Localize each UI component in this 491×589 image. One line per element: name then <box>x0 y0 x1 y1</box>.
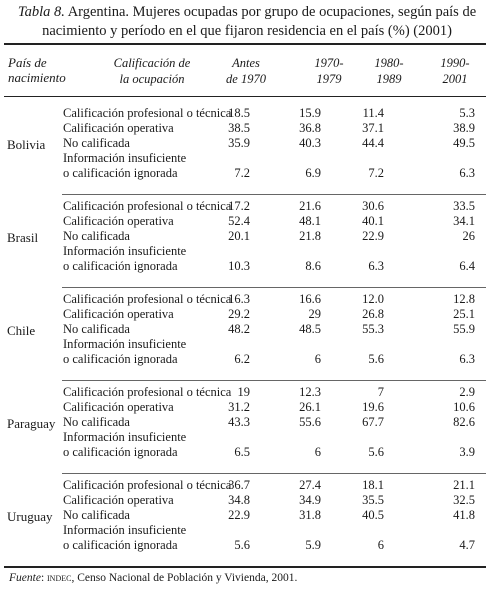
table-cell: 20.1 <box>228 229 250 243</box>
row-label: Calificación profesional o técnica <box>63 199 232 213</box>
row-label: No calificada <box>63 136 130 150</box>
table-cell: 12.8 <box>453 292 475 306</box>
table-cell: 19.6 <box>362 400 384 414</box>
source-label: Fuente <box>9 572 41 584</box>
table-cell: 6.4 <box>459 259 475 273</box>
table-cell: 21.1 <box>453 478 475 492</box>
table-cell: 30.6 <box>362 199 384 213</box>
table-cell: 5.6 <box>234 538 250 552</box>
table-title-text: Argentina. Mujeres ocupadas por grupo de ocupaciones, según país de nacimiento y período en el que fijaron residencia en el país (%) (2001) <box>42 4 477 39</box>
table-cell: 26 <box>462 229 475 243</box>
table-cell: 48.1 <box>299 214 321 228</box>
row-label: Información insuficiente o calificación ignorada <box>63 430 187 459</box>
table-cell: 19 <box>237 385 250 399</box>
row-label: No calificada <box>63 508 130 522</box>
table-cell: 21.6 <box>299 199 321 213</box>
table-cell: 36.8 <box>299 121 321 135</box>
table-cell: 6.3 <box>368 259 384 273</box>
source-text: , Censo Nacional de Población y Vivienda, 2001. <box>71 572 298 584</box>
row-label: Calificación profesional o técnica <box>63 478 232 492</box>
table-cell: 31.8 <box>299 508 321 522</box>
table-cell: 35.5 <box>362 493 384 507</box>
table-row <box>0 385 491 400</box>
table-cell: 12.3 <box>299 385 321 399</box>
table-row <box>0 415 491 430</box>
country-name: Chile <box>7 323 36 338</box>
table-row <box>0 523 491 553</box>
table-cell: 6 <box>314 445 321 459</box>
table-cell: 38.5 <box>228 121 250 135</box>
table-cell: 5.6 <box>368 352 384 366</box>
header-rule <box>4 96 486 97</box>
table-cell: 40.1 <box>362 214 384 228</box>
source-org: indec <box>47 572 72 584</box>
table-row <box>0 322 491 337</box>
header-year-1970-1979: 1970- 1979 <box>314 56 344 86</box>
table-row <box>0 337 491 367</box>
group-bolivia <box>0 102 491 198</box>
group-brasil <box>0 195 491 291</box>
table-row <box>0 400 491 415</box>
row-label: Calificación operativa <box>63 121 174 135</box>
table-cell: 3.9 <box>459 445 475 459</box>
table-cell: 27.4 <box>299 478 321 492</box>
table-cell: 5.6 <box>368 445 384 459</box>
table-row <box>0 214 491 229</box>
table-row <box>0 508 491 523</box>
table-cell: 25.1 <box>453 307 475 321</box>
group-separator <box>62 287 486 288</box>
table-cell: 55.3 <box>362 322 384 336</box>
table-cell: 34.9 <box>299 493 321 507</box>
table-cell: 10.6 <box>453 400 475 414</box>
table-cell: 37.1 <box>362 121 384 135</box>
table-cell: 35.9 <box>228 136 250 150</box>
country-name: Uruguay <box>7 509 53 524</box>
table-cell: 31.2 <box>228 400 250 414</box>
country-name: Brasil <box>7 230 39 245</box>
table-row <box>0 430 491 460</box>
row-label: No calificada <box>63 322 130 336</box>
row-label: Calificación operativa <box>63 307 174 321</box>
table-source: Fuente: indec, Censo Nacional de Población y Vivienda, 2001. <box>9 572 298 584</box>
table-cell: 32.5 <box>453 493 475 507</box>
table-cell: 49.5 <box>453 136 475 150</box>
header-year-1980-1989: 1980- 1989 <box>374 56 404 86</box>
table-cell: 6 <box>314 352 321 366</box>
table-cell: 7.2 <box>368 166 384 180</box>
table-cell: 12.0 <box>362 292 384 306</box>
table-cell: 5.9 <box>305 538 321 552</box>
table-cell: 82.6 <box>453 415 475 429</box>
table-cell: 67.7 <box>362 415 384 429</box>
table-cell: 4.7 <box>459 538 475 552</box>
table-cell: 7 <box>377 385 384 399</box>
row-label: No calificada <box>63 229 130 243</box>
table-cell: 11.4 <box>362 106 384 120</box>
table-cell: 16.6 <box>299 292 321 306</box>
row-label: Información insuficiente o calificación ignorada <box>63 523 187 552</box>
table-cell: 18.1 <box>362 478 384 492</box>
table-cell: 2.9 <box>459 385 475 399</box>
table-row <box>0 136 491 151</box>
table-row <box>0 121 491 136</box>
table-cell: 21.8 <box>299 229 321 243</box>
table-cell: 29.2 <box>228 307 250 321</box>
row-label: Información insuficiente o calificación ignorada <box>63 337 187 366</box>
table-cell: 36.7 <box>228 478 250 492</box>
table-row <box>0 307 491 322</box>
table-row <box>0 478 491 493</box>
table-cell: 33.5 <box>453 199 475 213</box>
table-cell: 17.2 <box>228 199 250 213</box>
table-cell: 48.2 <box>228 322 250 336</box>
header-calificacion: Calificación de la ocupación <box>113 56 191 86</box>
table-row <box>0 106 491 121</box>
table-cell: 26.8 <box>362 307 384 321</box>
table-cell: 52.4 <box>228 214 250 228</box>
table-cell: 16.3 <box>228 292 250 306</box>
table-cell: 40.5 <box>362 508 384 522</box>
bottom-rule <box>4 566 486 568</box>
table-cell: 10.3 <box>228 259 250 273</box>
country-name: Paraguay <box>7 416 56 431</box>
table-cell: 41.8 <box>453 508 475 522</box>
table-cell: 29 <box>308 307 321 321</box>
table-cell: 6.3 <box>459 166 475 180</box>
table-cell: 22.9 <box>228 508 250 522</box>
table-cell: 34.8 <box>228 493 250 507</box>
table-cell: 6 <box>377 538 384 552</box>
row-label: Calificación operativa <box>63 400 174 414</box>
header-country: País de nacimiento <box>8 55 66 85</box>
row-label: Calificación operativa <box>63 493 174 507</box>
table-cell: 40.3 <box>299 136 321 150</box>
header-year-1990-2001: 1990- 2001 <box>440 56 470 86</box>
table-row <box>0 244 491 274</box>
group-uruguay <box>0 474 491 570</box>
row-label: Calificación profesional o técnica <box>63 106 232 120</box>
row-label: No calificada <box>63 415 130 429</box>
table-cell: 6.9 <box>305 166 321 180</box>
table-cell: 6.2 <box>234 352 250 366</box>
table-cell: 26.1 <box>299 400 321 414</box>
table-cell: 7.2 <box>234 166 250 180</box>
row-label: Calificación profesional o técnica <box>63 385 232 399</box>
table-row <box>0 292 491 307</box>
row-label: Calificación operativa <box>63 214 174 228</box>
table-number: Tabla 8. <box>17 4 65 20</box>
table-cell: 5.3 <box>459 106 475 120</box>
group-paraguay <box>0 381 491 477</box>
table-row <box>0 199 491 214</box>
country-name: Bolivia <box>7 137 46 152</box>
table-cell: 22.9 <box>362 229 384 243</box>
header-year-antes-1970: Antes de 1970 <box>226 56 266 86</box>
table-row <box>0 151 491 181</box>
table-title <box>8 3 486 41</box>
table-cell: 18.5 <box>228 106 250 120</box>
row-label: Información insuficiente o calificación ignorada <box>63 151 187 180</box>
group-chile <box>0 288 491 384</box>
table-row <box>0 229 491 244</box>
table-cell: 44.4 <box>362 136 384 150</box>
table-cell: 55.6 <box>299 415 321 429</box>
table-cell: 6.5 <box>234 445 250 459</box>
table-cell: 55.9 <box>453 322 475 336</box>
table-cell: 43.3 <box>228 415 250 429</box>
row-label: Información insuficiente o calificación ignorada <box>63 244 187 273</box>
table-cell: 6.3 <box>459 352 475 366</box>
top-rule <box>4 43 486 45</box>
table-row <box>0 493 491 508</box>
group-separator <box>62 473 486 474</box>
row-label: Calificación profesional o técnica <box>63 292 232 306</box>
table-cell: 8.6 <box>305 259 321 273</box>
group-separator <box>62 380 486 381</box>
table-cell: 38.9 <box>453 121 475 135</box>
table-cell: 48.5 <box>299 322 321 336</box>
table-cell: 15.9 <box>299 106 321 120</box>
table-cell: 34.1 <box>453 214 475 228</box>
group-separator <box>62 194 486 195</box>
